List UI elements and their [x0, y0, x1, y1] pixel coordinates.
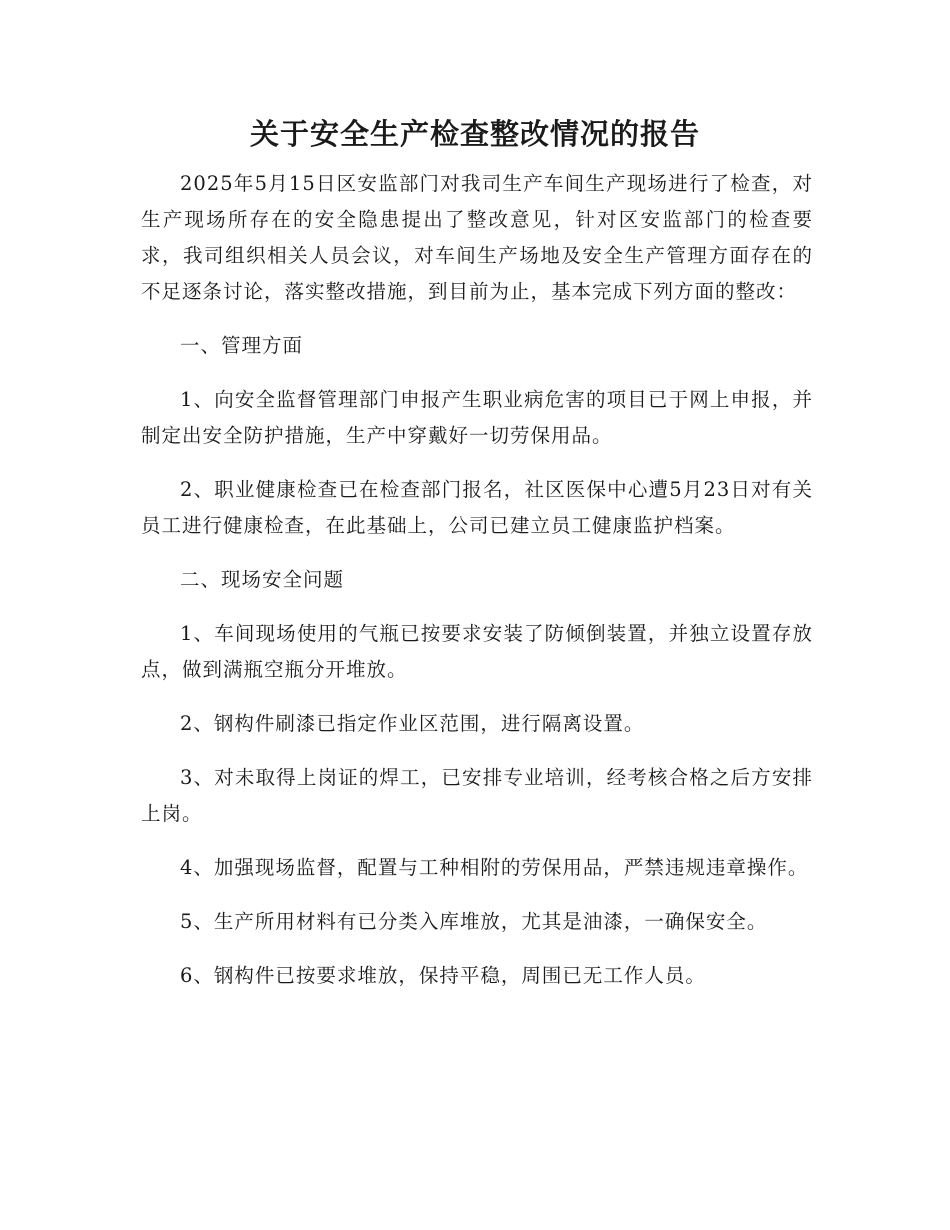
site-safety-item-2: 2、钢构件刷漆已指定作业区范围，进行隔离设置。: [180, 712, 645, 735]
site-safety-item-5: 5、生产所用材料有已分类入库堆放，尤其是油漆，一确保安全。: [180, 910, 768, 933]
site-safety-item-4: 4、加强现场监督，配置与工种相附的劳保用品，严禁违规违章操作。: [180, 856, 809, 879]
site-safety-item-1: 1、车间现场使用的气瓶已按要求安装了防倾倒装置，并独立设置存放点，做到满瓶空瓶分开堆放。: [141, 622, 813, 681]
section-heading-site-safety: 二、现场安全问题: [180, 568, 345, 591]
intro-paragraph: 2025年5月15日区安监部门对我司生产车间生产现场进行了检查，对生产现场所存在的安全隐患提出了整改意见，针对区安监部门的检查要求，我司组织相关人员会议，对车间生产场地及安全生产管理方面存在的不足逐条讨论，落实整改措施，到目前为止，基本完成下列方面的整改：: [141, 172, 813, 303]
site-safety-item-3: 3、对未取得上岗证的焊工，已安排专业培训，经考核合格之后方安排上岗。: [141, 766, 813, 825]
management-item-2: 2、职业健康检查已在检查部门报名，社区医保中心遭5月23日对有关员工进行健康检查，在此基础上，公司已建立员工健康监护档案。: [141, 478, 813, 537]
section-heading-management: 一、管理方面: [180, 334, 304, 357]
document-title: 关于安全生产检查整改情况的报告: [249, 117, 700, 151]
document-body: [141, 166, 813, 1012]
management-item-1: 1、向安全监督管理部门申报产生职业病危害的项目已于网上申报，并制定出安全防护措施，生产中穿戴好一切劳保用品。: [141, 388, 813, 447]
site-safety-item-6: 6、钢构件已按要求堆放，保持平稳，周围已无工作人员。: [180, 964, 706, 987]
